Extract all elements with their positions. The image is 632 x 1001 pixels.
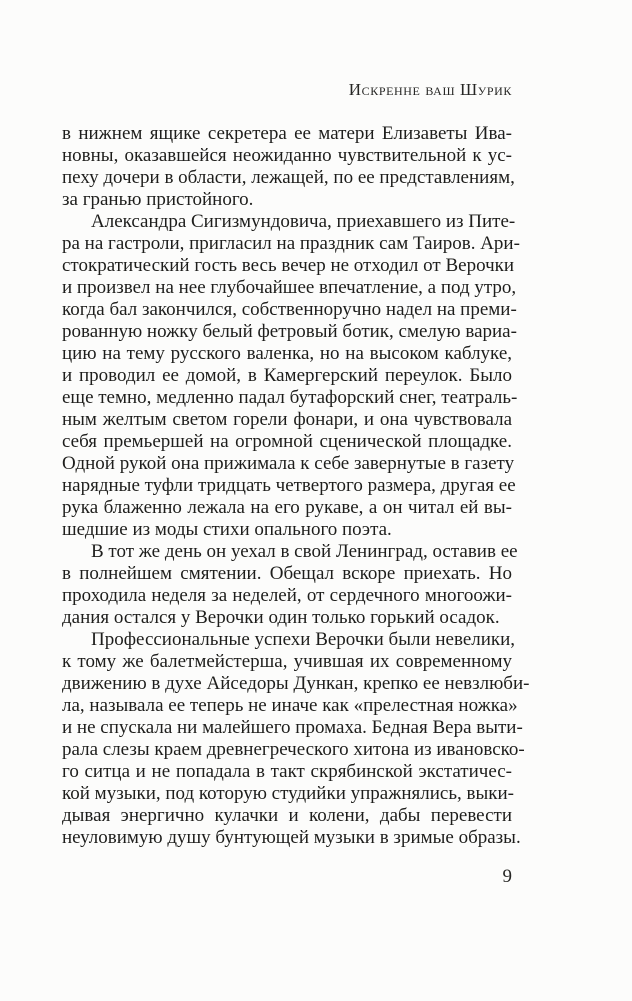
text-line: еще темно, медленно падал бутафорский снег, театраль-: [62, 387, 518, 408]
text-line: го ситца и не попадала в такт скрябинской экстатичес-: [62, 761, 512, 782]
text-line: дания остался у Верочки один только горький осадок.: [62, 607, 500, 628]
page-number: 9: [502, 866, 512, 887]
text-line: Александра Сигизмундовича, приехавшего из Пите-: [91, 211, 516, 232]
text-line: когда бал закончился, собственноручно надел на преми-: [62, 299, 517, 320]
text-line: рованную ножку белый фетровый ботик, смелую вариа-: [62, 321, 517, 342]
text-line: пеху дочери в области, лежащей, по ее представлениям,: [62, 167, 515, 188]
paragraph: [62, 629, 530, 849]
text-line: за гранью пристойного.: [62, 189, 254, 210]
text-line: нарядные туфли тридцать четвертого размера, другая ее: [62, 475, 516, 496]
text-line: движению в духе Айседоры Дункан, крепко ее невзлюби-: [62, 673, 530, 694]
text-line: рука блаженно лежала на его рукаве, а он читал ей вы-: [62, 497, 512, 518]
text-line: в полнейшем смятении. Обещал вскоре приехать. Но: [62, 563, 512, 584]
text-line: новны, оказавшейся неожиданно чувствительной к ус-: [62, 145, 512, 166]
running-header: Искренне ваш Шурик: [348, 80, 512, 99]
text-line: и не спускала ни малейшего промаха. Бедная Вера выти-: [62, 717, 523, 738]
paragraph: [62, 541, 518, 629]
text-line: ра на гастроли, пригласил на праздник сам Таиров. Ари-: [62, 233, 520, 254]
paragraph: [62, 211, 520, 541]
text-block: [62, 123, 530, 849]
text-line: ным желтым светом горели фонари, и она чувствовала: [62, 409, 512, 430]
text-line: себя премьершей на огромной сценической площадке.: [62, 431, 512, 452]
text-line: к тому же балетмейстерша, учившая их современному: [62, 651, 512, 672]
text-line: шедшие из моды стихи опального поэта.: [62, 519, 392, 540]
text-line: ла, называла ее теперь не иначе как «прелестная ножка»: [62, 695, 518, 716]
text-line: рала слезы краем древнегреческого хитона из ивановско-: [62, 739, 525, 760]
text-line: цию на тему русского валенка, но на высоком каблуке,: [62, 343, 512, 364]
text-line: Профессиональные успехи Верочки были невелики,: [91, 629, 516, 650]
text-line: и произвел на нее глубочайшее впечатление, а под утро,: [62, 277, 517, 298]
text-line: стократический гость весь вечер не отходил от Верочки: [62, 255, 515, 276]
text-line: Одной рукой она прижимала к себе завернутые в газету: [62, 453, 515, 474]
text-line: дывая энергично кулачки и колени, дабы перевести: [62, 805, 512, 826]
text-line: В тот же день он уехал в свой Ленинград, оставив ее: [91, 541, 518, 562]
text-line: в нижнем ящике секретера ее матери Елизаветы Ива-: [62, 123, 512, 144]
text-line: кой музыки, под которую студийки упражнялись, выки-: [62, 783, 514, 804]
paragraph: [62, 123, 515, 211]
text-line: и проводил ее домой, в Камергерский переулок. Было: [62, 365, 512, 386]
text-line: проходила неделя за неделей, от сердечного многоожи-: [62, 585, 512, 606]
text-line: неуловимую душу бунтующей музыки в зримые образы.: [62, 827, 521, 848]
